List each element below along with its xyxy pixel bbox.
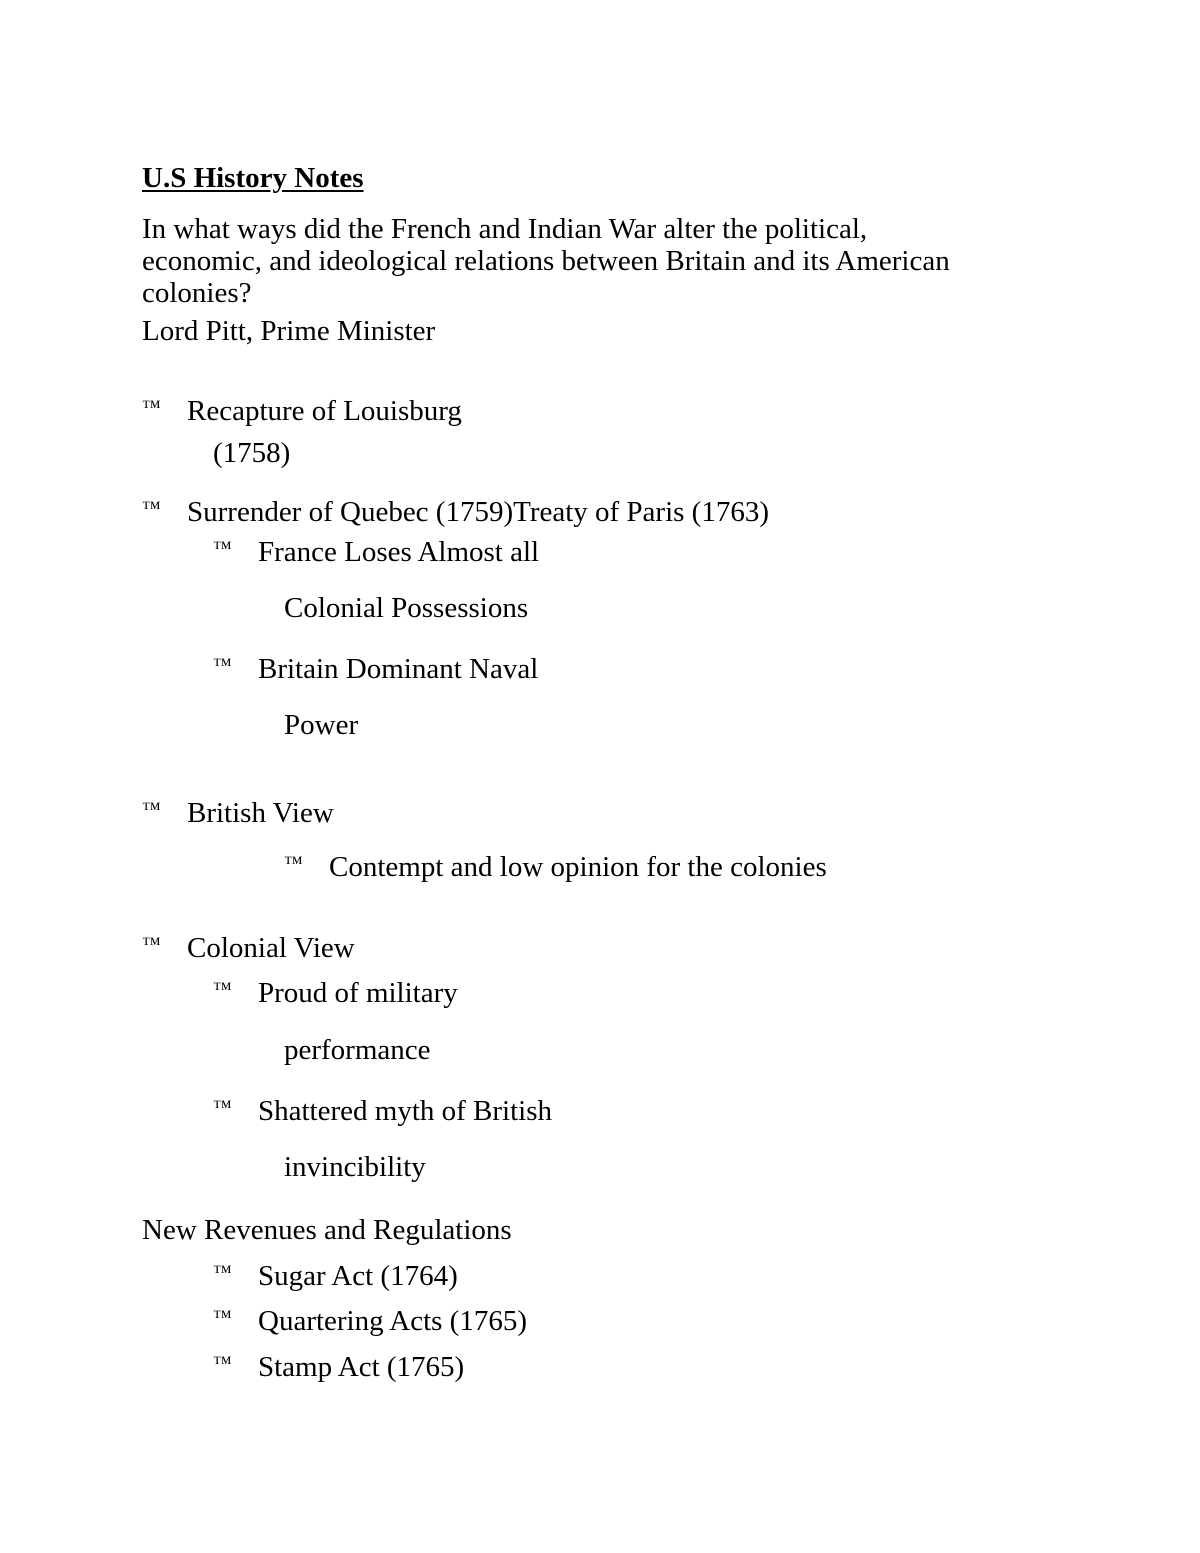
- bullet-icon: ™: [142, 934, 161, 955]
- british-view-heading: British View: [187, 797, 334, 829]
- bullet-icon: ™: [142, 498, 161, 519]
- subtitle: Lord Pitt, Prime Minister: [142, 315, 436, 347]
- list-subitem: Proud of military: [258, 977, 458, 1009]
- list-subitem: Britain Dominant Naval: [258, 653, 539, 685]
- list-subitem: Quartering Acts (1765): [258, 1305, 527, 1337]
- bullet-icon: ™: [213, 979, 232, 1000]
- list-item: Recapture of Louisburg: [187, 395, 462, 427]
- bullet-icon: ™: [213, 1097, 232, 1118]
- list-subitem: Stamp Act (1765): [258, 1351, 465, 1383]
- list-subitem: Shattered myth of British: [258, 1095, 552, 1127]
- revenues-heading: New Revenues and Regulations: [142, 1214, 512, 1246]
- bullet-icon: ™: [213, 538, 232, 559]
- bullet-icon: ™: [284, 853, 303, 874]
- question-line-1: In what ways did the French and Indian War alter the political,: [142, 213, 868, 245]
- list-item-continuation: (1758): [213, 437, 291, 469]
- question-line-2: economic, and ideological relations between Britain and its American: [142, 245, 950, 277]
- page-title: U.S History Notes: [142, 162, 364, 194]
- bullet-icon: ™: [213, 1262, 232, 1283]
- list-item: Surrender of Quebec (1759)Treaty of Paris (1763): [187, 496, 769, 528]
- list-subitem: France Loses Almost all: [258, 536, 540, 568]
- bullet-icon: ™: [213, 1307, 232, 1328]
- list-subitem-continuation: Power: [284, 709, 359, 741]
- colonial-view-heading: Colonial View: [187, 932, 355, 964]
- question-line-3: colonies?: [142, 277, 252, 309]
- list-subitem: Sugar Act (1764): [258, 1260, 458, 1292]
- list-subitem-continuation: invincibility: [284, 1151, 426, 1183]
- bullet-icon: ™: [213, 1353, 232, 1374]
- list-subitem: Contempt and low opinion for the colonies: [329, 851, 827, 883]
- list-subitem-continuation: Colonial Possessions: [284, 592, 529, 624]
- bullet-icon: ™: [213, 655, 232, 676]
- bullet-icon: ™: [142, 397, 161, 418]
- list-subitem-continuation: performance: [284, 1034, 431, 1066]
- bullet-icon: ™: [142, 799, 161, 820]
